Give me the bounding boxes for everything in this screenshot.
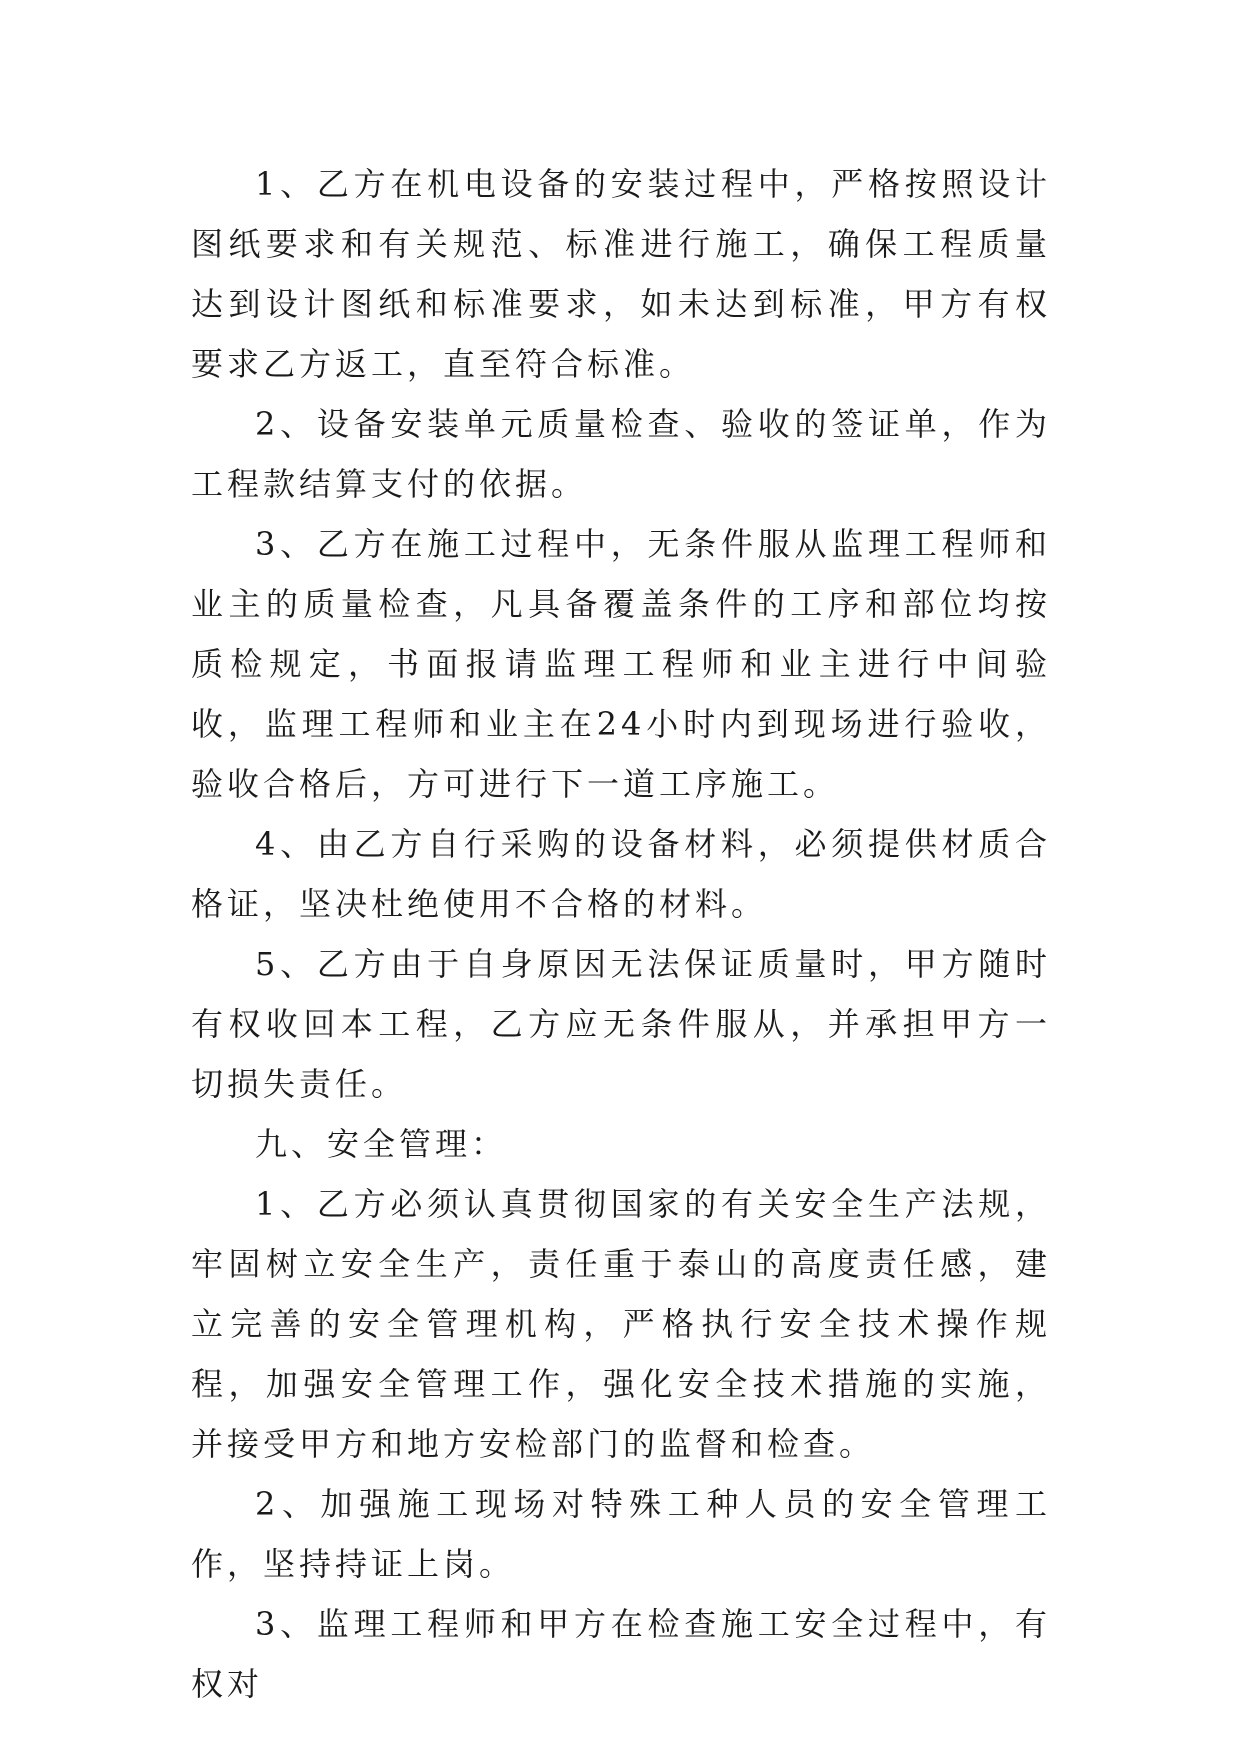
paragraph-quality-1: 1、乙方在机电设备的安装过程中，严格按照设计图纸要求和有关规范、标准进行施工，确保工程质量达到设计图纸和标准要求，如未达到标准，甲方有权要求乙方返工，直至符合标准。 [191,165,1051,383]
paragraph-safety-3: 3、监理工程师和甲方在检查施工安全过程中，有权对 [191,1605,1051,1703]
paragraph-quality-2: 2、设备安装单元质量检查、验收的签证单，作为工程款结算支付的依据。 [191,405,1051,503]
paragraph-safety-2: 2、加强施工现场对特殊工种人员的安全管理工作，坚持持证上岗。 [191,1485,1051,1583]
section-heading-safety: 九、安全管理： [255,1125,508,1163]
paragraph-quality-4: 4、由乙方自行采购的设备材料，必须提供材质合格证，坚决杜绝使用不合格的材料。 [191,825,1051,923]
paragraph-safety-1: 1、乙方必须认真贯彻国家的有关安全生产法规，牢固树立安全生产，责任重于泰山的高度责任感，建立完善的安全管理机构，严格执行安全技术操作规程，加强安全管理工作，强化安全技术措施的实施，并接受甲方和地方安检部门的监督和检查。 [191,1185,1051,1463]
document-body [191,154,1051,1714]
paragraph-quality-3: 3、乙方在施工过程中，无条件服从监理工程师和业主的质量检查，凡具备覆盖条件的工序和部位均按质检规定，书面报请监理工程师和业主进行中间验收，监理工程师和业主在24小时内到现场进行验收，验收合格后，方可进行下一道工序施工。 [191,525,1051,803]
paragraph-quality-5: 5、乙方由于自身原因无法保证质量时，甲方随时有权收回本工程，乙方应无条件服从，并承担甲方一切损失责任。 [191,945,1051,1103]
